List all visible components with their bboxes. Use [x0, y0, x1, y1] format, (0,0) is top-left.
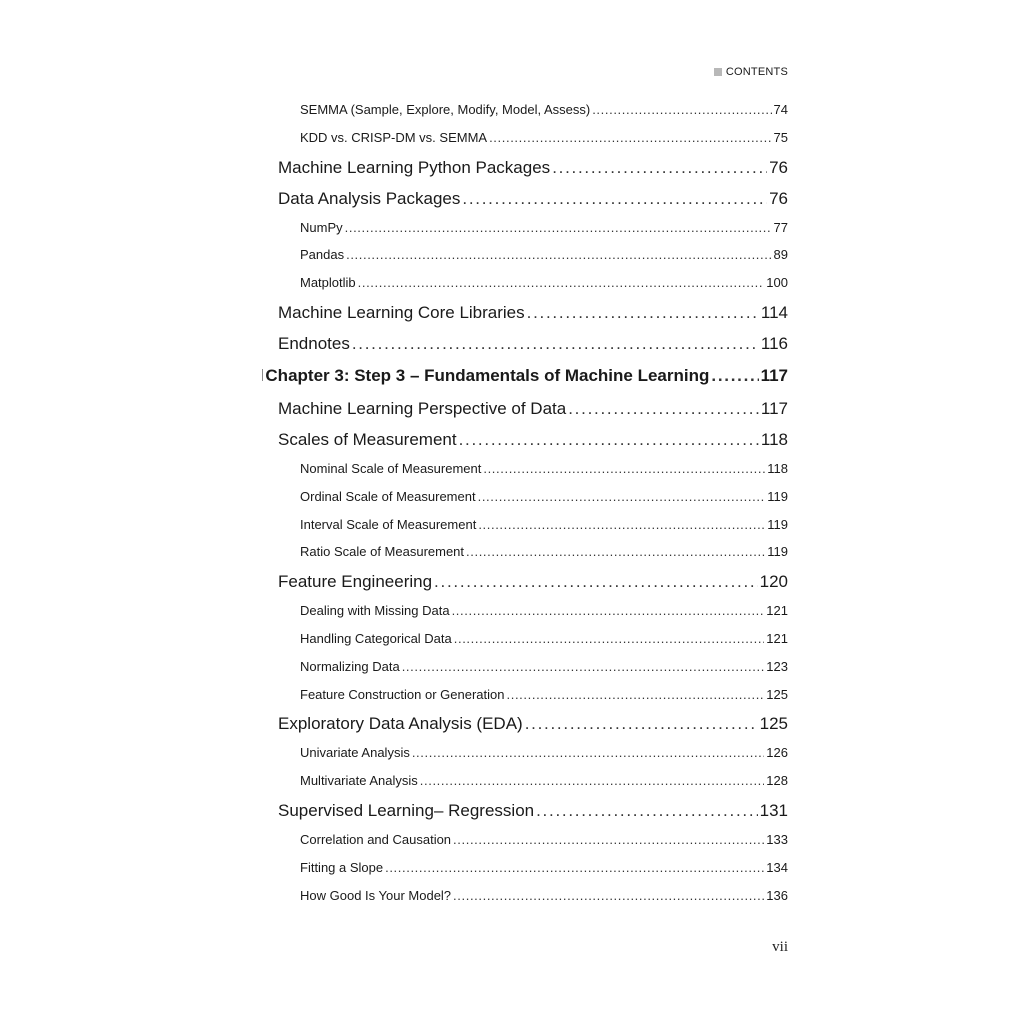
toc-entry-title: Supervised Learning– Regression [278, 800, 535, 820]
toc-section-entry [262, 795, 788, 826]
toc-subsection-entry [262, 241, 788, 269]
dot-leader [434, 566, 758, 597]
toc-entry-page: 117 [760, 398, 788, 418]
toc-entry-title: Machine Learning Perspective of Data [278, 398, 567, 418]
toc-subsection-entry [262, 538, 788, 566]
dot-leader [345, 214, 772, 242]
toc-entry-title: NumPy [300, 219, 343, 235]
toc-entry-title: Dealing with Missing Data [300, 603, 450, 619]
toc-section-entry [262, 708, 788, 739]
toc-entry-page: 120 [759, 572, 788, 592]
toc-entry-title: Feature Construction or Generation [300, 686, 505, 702]
toc-subsection-entry [262, 269, 788, 297]
toc-entry-page: 125 [759, 714, 788, 734]
toc-entry-title: KDD vs. CRISP-DM vs. SEMMA [300, 129, 488, 145]
dot-leader [525, 708, 758, 739]
toc-entry-title: Machine Learning Core Libraries [278, 302, 525, 322]
dot-leader [459, 424, 759, 455]
dot-leader [453, 882, 764, 910]
toc-entry-page: 76 [769, 188, 788, 208]
dot-leader [483, 455, 765, 483]
toc-entry-page: 76 [769, 157, 788, 177]
toc-subsection-entry [262, 625, 788, 653]
toc-section-entry [262, 297, 788, 328]
toc-entry-title: Normalizing Data [300, 658, 400, 674]
dot-leader [453, 826, 764, 854]
toc-entry-page: 114 [760, 302, 788, 322]
dot-leader [454, 625, 765, 653]
toc-subsection-entry [262, 483, 788, 511]
toc-entry-page: 119 [767, 516, 788, 532]
toc-entry-page: 118 [760, 429, 788, 449]
toc-entry-title: Ordinal Scale of Measurement [300, 488, 476, 504]
toc-entry-page: 77 [773, 219, 788, 235]
dot-leader [507, 681, 765, 709]
toc-entry-title: Matplotlib [300, 275, 356, 291]
toc-entry-title: Interval Scale of Measurement [300, 516, 477, 532]
toc-entry-title: Feature Engineering [278, 572, 433, 592]
dot-leader [358, 269, 765, 297]
toc-subsection-entry [262, 214, 788, 242]
toc-entry-page: 123 [766, 658, 788, 674]
dot-leader [592, 96, 771, 124]
toc-entry-title: Nominal Scale of Measurement [300, 460, 482, 476]
toc-section-entry [262, 152, 788, 183]
toc-subsection-entry [262, 96, 788, 124]
table-of-contents [262, 96, 788, 909]
dot-leader [478, 483, 766, 511]
toc-entry-title: Scales of Measurement [278, 429, 457, 449]
toc-subsection-entry [262, 854, 788, 882]
page-number: vii [772, 939, 788, 955]
toc-section-entry [262, 183, 788, 214]
toc-entry-title: SEMMA (Sample, Explore, Modify, Model, Assess) [300, 102, 591, 117]
dot-leader [552, 152, 767, 183]
toc-subsection-entry [262, 455, 788, 483]
toc-entry-page: 131 [759, 800, 788, 820]
toc-section-entry [262, 393, 788, 424]
dot-leader [527, 297, 759, 328]
toc-entry-page: 75 [773, 129, 788, 145]
toc-subsection-entry [262, 826, 788, 854]
toc-entry-page: 117 [760, 365, 788, 385]
toc-entry-title: Pandas [300, 247, 345, 263]
toc-subsection-entry [262, 511, 788, 539]
dot-leader [489, 124, 771, 152]
dot-leader [466, 538, 765, 566]
toc-entry-page: 128 [766, 773, 788, 789]
toc-entry-page: 121 [766, 603, 788, 619]
toc-entry-page: 89 [773, 247, 788, 263]
toc-entry-title: Multivariate Analysis [300, 773, 418, 789]
toc-entry-page: 119 [767, 544, 788, 560]
toc-entry-page: 136 [766, 887, 788, 903]
toc-entry-title: Fitting a Slope [300, 859, 384, 875]
dot-leader [452, 597, 765, 625]
toc-entry-title: Endnotes [278, 333, 350, 353]
toc-subsection-entry [262, 597, 788, 625]
running-head-label: CONTENTS [725, 66, 788, 78]
toc-entry-page: 100 [766, 275, 788, 291]
toc-entry-title: Handling Categorical Data [300, 630, 452, 646]
dot-leader [711, 359, 758, 393]
dot-leader [536, 795, 758, 826]
toc-entry-page: 125 [766, 686, 788, 702]
toc-entry-title: How Good Is Your Model? [300, 887, 452, 903]
toc-entry-page: 116 [760, 333, 788, 353]
toc-entry-title: Correlation and Causation [300, 831, 452, 847]
toc-entry-page: 133 [766, 831, 788, 847]
dot-leader [346, 241, 771, 269]
toc-section-entry [262, 328, 788, 359]
toc-entry-page: 121 [766, 630, 788, 646]
toc-entry-page: 118 [767, 460, 788, 476]
toc-entry-title: Chapter 3: Step 3 – Fundamentals of Machine Learning [265, 365, 710, 385]
toc-entry-title: Exploratory Data Analysis (EDA) [278, 714, 523, 734]
dot-leader [478, 511, 765, 539]
dot-leader [352, 328, 759, 359]
toc-entry-page: 126 [766, 745, 788, 761]
toc-subsection-entry [262, 767, 788, 795]
toc-entry-page: 134 [766, 859, 788, 875]
toc-subsection-entry [262, 882, 788, 910]
toc-entry-title: Univariate Analysis [300, 745, 410, 761]
dot-leader [402, 653, 765, 681]
square-bullet-icon [714, 68, 722, 76]
toc-subsection-entry [262, 681, 788, 709]
toc-subsection-entry [262, 739, 788, 767]
toc-subsection-entry [262, 124, 788, 152]
toc-section-entry [262, 566, 788, 597]
toc-entry-page: 119 [767, 488, 788, 504]
dot-leader [568, 393, 759, 424]
toc-chapter-entry [262, 359, 788, 393]
toc-entry-title: Ratio Scale of Measurement [300, 544, 465, 560]
toc-entry-title: Machine Learning Python Packages [278, 157, 551, 177]
toc-section-entry [262, 424, 788, 455]
toc-entry-page: 74 [773, 102, 788, 117]
dot-leader [462, 183, 767, 214]
toc-entry-title: Data Analysis Packages [278, 188, 461, 208]
dot-leader [420, 767, 765, 795]
running-head [714, 66, 788, 78]
dot-leader [412, 739, 764, 767]
toc-subsection-entry [262, 653, 788, 681]
dot-leader [385, 854, 764, 882]
